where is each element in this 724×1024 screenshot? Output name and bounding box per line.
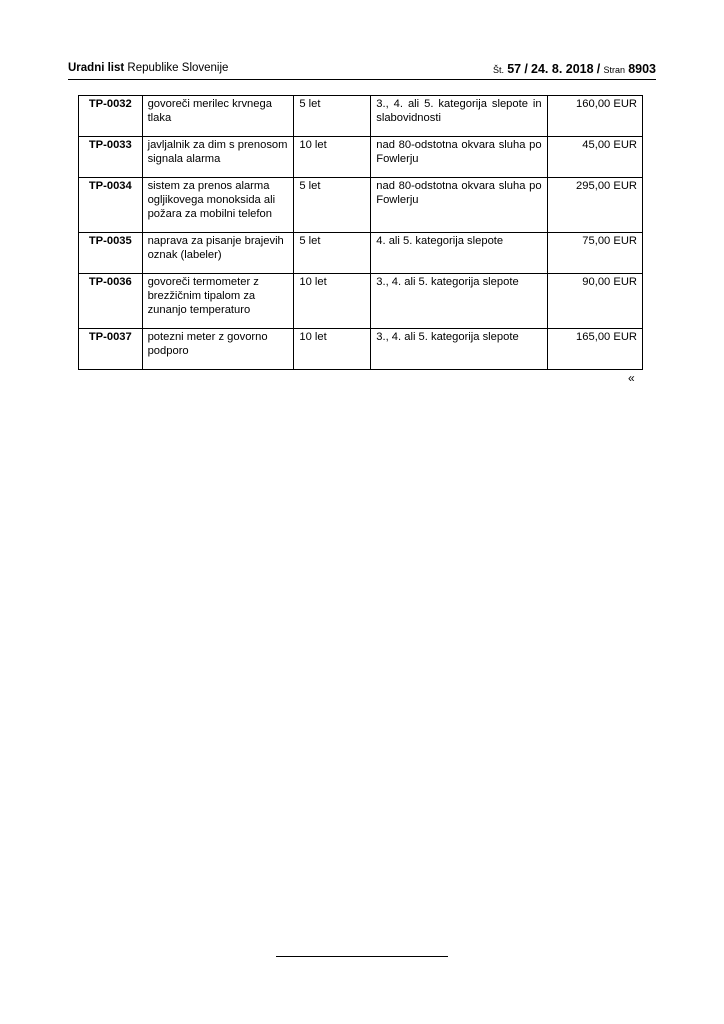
- device-price: 45,00 EUR: [547, 137, 642, 178]
- separator-slash: /: [596, 62, 601, 76]
- device-duration: 5 let: [294, 178, 371, 233]
- eligibility-condition: 3., 4. ali 5. kategorija slepote: [371, 274, 547, 329]
- device-price: 160,00 EUR: [547, 96, 642, 137]
- device-price: 295,00 EUR: [547, 178, 642, 233]
- device-description: govoreči termometer z brezžičnim tipalom za zunanjo temperaturo: [142, 274, 294, 329]
- table-row: [79, 96, 643, 137]
- device-code: TP-0035: [79, 233, 143, 274]
- publication-title-bold: Uradni list: [68, 62, 125, 74]
- footer-rule: [276, 956, 448, 957]
- device-duration: 5 let: [294, 96, 371, 137]
- issue-prefix: Št.: [493, 65, 505, 75]
- closing-quote-mark: «: [628, 371, 635, 385]
- issue-date: 24. 8. 2018: [531, 62, 594, 76]
- device-description: naprava za pisanje brajevih oznak (labeler): [142, 233, 294, 274]
- device-description: govoreči merilec krvnega tlaka: [142, 96, 294, 137]
- device-code: TP-0036: [79, 274, 143, 329]
- devices-table: [78, 95, 643, 370]
- device-description: sistem za prenos alarma ogljikovega monoksida ali požara za mobilni telefon: [142, 178, 294, 233]
- publication-title-rest: Republike Slovenije: [124, 62, 229, 74]
- device-code: TP-0034: [79, 178, 143, 233]
- header-rule: [68, 79, 656, 80]
- device-price: 75,00 EUR: [547, 233, 642, 274]
- device-duration: 10 let: [294, 137, 371, 178]
- eligibility-condition: 3., 4. ali 5. kategorija slepote in slabovidnosti: [371, 96, 547, 137]
- table-row: [79, 137, 643, 178]
- eligibility-condition: nad 80-odstotna okvara sluha po Fowlerju: [371, 178, 547, 233]
- device-duration: 5 let: [294, 233, 371, 274]
- separator-slash: /: [524, 62, 528, 76]
- device-code: TP-0032: [79, 96, 143, 137]
- table-row: [79, 274, 643, 329]
- page-prefix: Stran: [603, 65, 625, 75]
- table-row: [79, 233, 643, 274]
- eligibility-condition: 3., 4. ali 5. kategorija slepote: [371, 329, 547, 370]
- device-duration: 10 let: [294, 274, 371, 329]
- publication-name: [68, 62, 228, 74]
- device-description: potezni meter z govorno podporo: [142, 329, 294, 370]
- page-number: 8903: [628, 62, 656, 76]
- device-price: 90,00 EUR: [547, 274, 642, 329]
- issue-number: 57: [507, 62, 522, 76]
- device-price: 165,00 EUR: [547, 329, 642, 370]
- issue-info: [493, 62, 656, 76]
- eligibility-condition: 4. ali 5. kategorija slepote: [371, 233, 547, 274]
- page-header: [68, 62, 656, 80]
- table-row: [79, 178, 643, 233]
- table-row: [79, 329, 643, 370]
- eligibility-condition: nad 80-odstotna okvara sluha po Fowlerju: [371, 137, 547, 178]
- device-code: TP-0033: [79, 137, 143, 178]
- device-code: TP-0037: [79, 329, 143, 370]
- device-duration: 10 let: [294, 329, 371, 370]
- device-description: javljalnik za dim s prenosom signala alarma: [142, 137, 294, 178]
